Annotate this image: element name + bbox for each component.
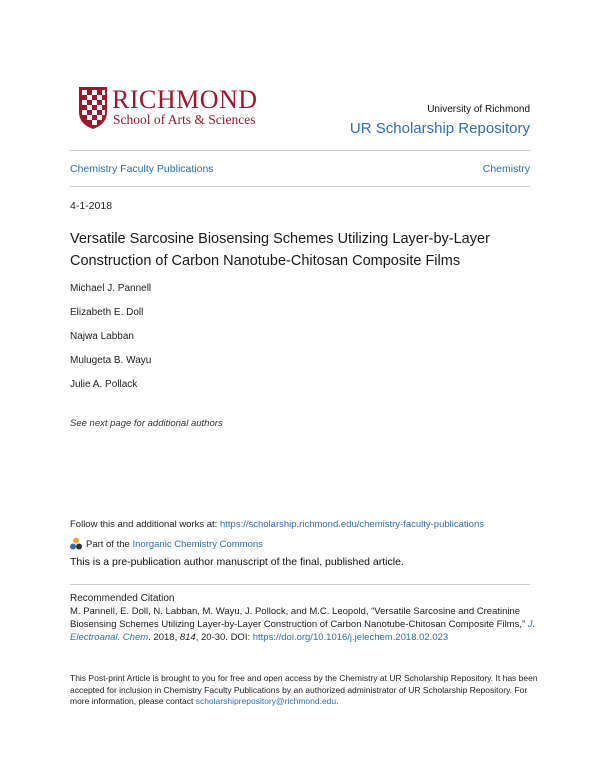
logo-main-text: RICHMOND [112, 85, 258, 114]
prepublication-note: This is a pre-publication author manuscript of the final, published article. [70, 556, 404, 568]
divider [70, 186, 530, 187]
shield-icon [78, 86, 108, 130]
divider [70, 150, 530, 151]
notice-end: . [336, 696, 339, 706]
journal-name: J. Electroanal. Chem [70, 619, 536, 643]
part-of-line [70, 537, 263, 551]
doi-link[interactable]: https://doi.org/10.1016/j.jelechem.2018.02.023 [252, 632, 449, 643]
author-name: Michael J. Pannell [70, 283, 152, 294]
logo-sub-text: School of Arts & Sciences [113, 112, 256, 127]
collection-url-link[interactable]: https://scholarship.richmond.edu/chemistry-faculty-publications [219, 519, 484, 530]
author-name: Elizabeth E. Doll [70, 307, 144, 318]
repository-notice [70, 673, 540, 708]
author-name: Julie A. Pollack [70, 379, 138, 390]
publication-date: 4-1-2018 [70, 200, 113, 212]
department-link[interactable]: Chemistry [482, 163, 530, 175]
article-title: Versatile Sarcosine Biosensing Schemes Utilizing Layer-by-Layer Construction of Carbon Nanotube-Chitosan Composite Films [70, 231, 490, 269]
repository-name[interactable]: UR Scholarship Repository [349, 120, 530, 137]
citation-part: . 2018, [148, 632, 180, 643]
contact-email-link[interactable]: scholarshiprepository@richmond.edu [195, 696, 337, 706]
citation-heading: Recommended Citation [70, 593, 175, 604]
citation-part: , 20-30. DOI: [195, 632, 253, 643]
university-name: University of Richmond [427, 104, 530, 115]
author-name: Najwa Labban [70, 331, 134, 342]
part-of-label: Part of the [86, 538, 130, 550]
notice-text: This Post-print Article is brought to you for free and open access by the Chemistry at UR Scholarship Repository. It has been accepted for inclusion in Chemistry Faculty Publications by an authorized administrator of UR Scholarship Repository. For more information, please contact [70, 673, 538, 706]
inorganic-chemistry-commons-link[interactable]: Inorganic Chemistry Commons [132, 538, 263, 550]
divider [70, 584, 530, 585]
richmond-logo[interactable] [78, 86, 268, 134]
citation-part: M. Pannell, E. Doll, N. Labban, M. Wayu, J. Pollock, and M.C. Leopold, “Versatile Sarcosine and Creatinine Biosensing Schemes Utilizing Layer-by-Layer Construction of Carbon Nanotube-Chitosan Composite Films,” [70, 606, 528, 630]
author-list [70, 282, 151, 402]
author-name: Mulugeta B. Wayu [70, 355, 152, 366]
citation-text [70, 605, 540, 644]
follow-line [70, 519, 484, 530]
volume-number: 814 [179, 632, 196, 643]
additional-authors-note: See next page for additional authors [70, 418, 223, 429]
commons-network-icon [70, 537, 82, 551]
follow-label: Follow this and additional works at: [70, 519, 220, 530]
series-link[interactable]: Chemistry Faculty Publications [70, 163, 214, 175]
